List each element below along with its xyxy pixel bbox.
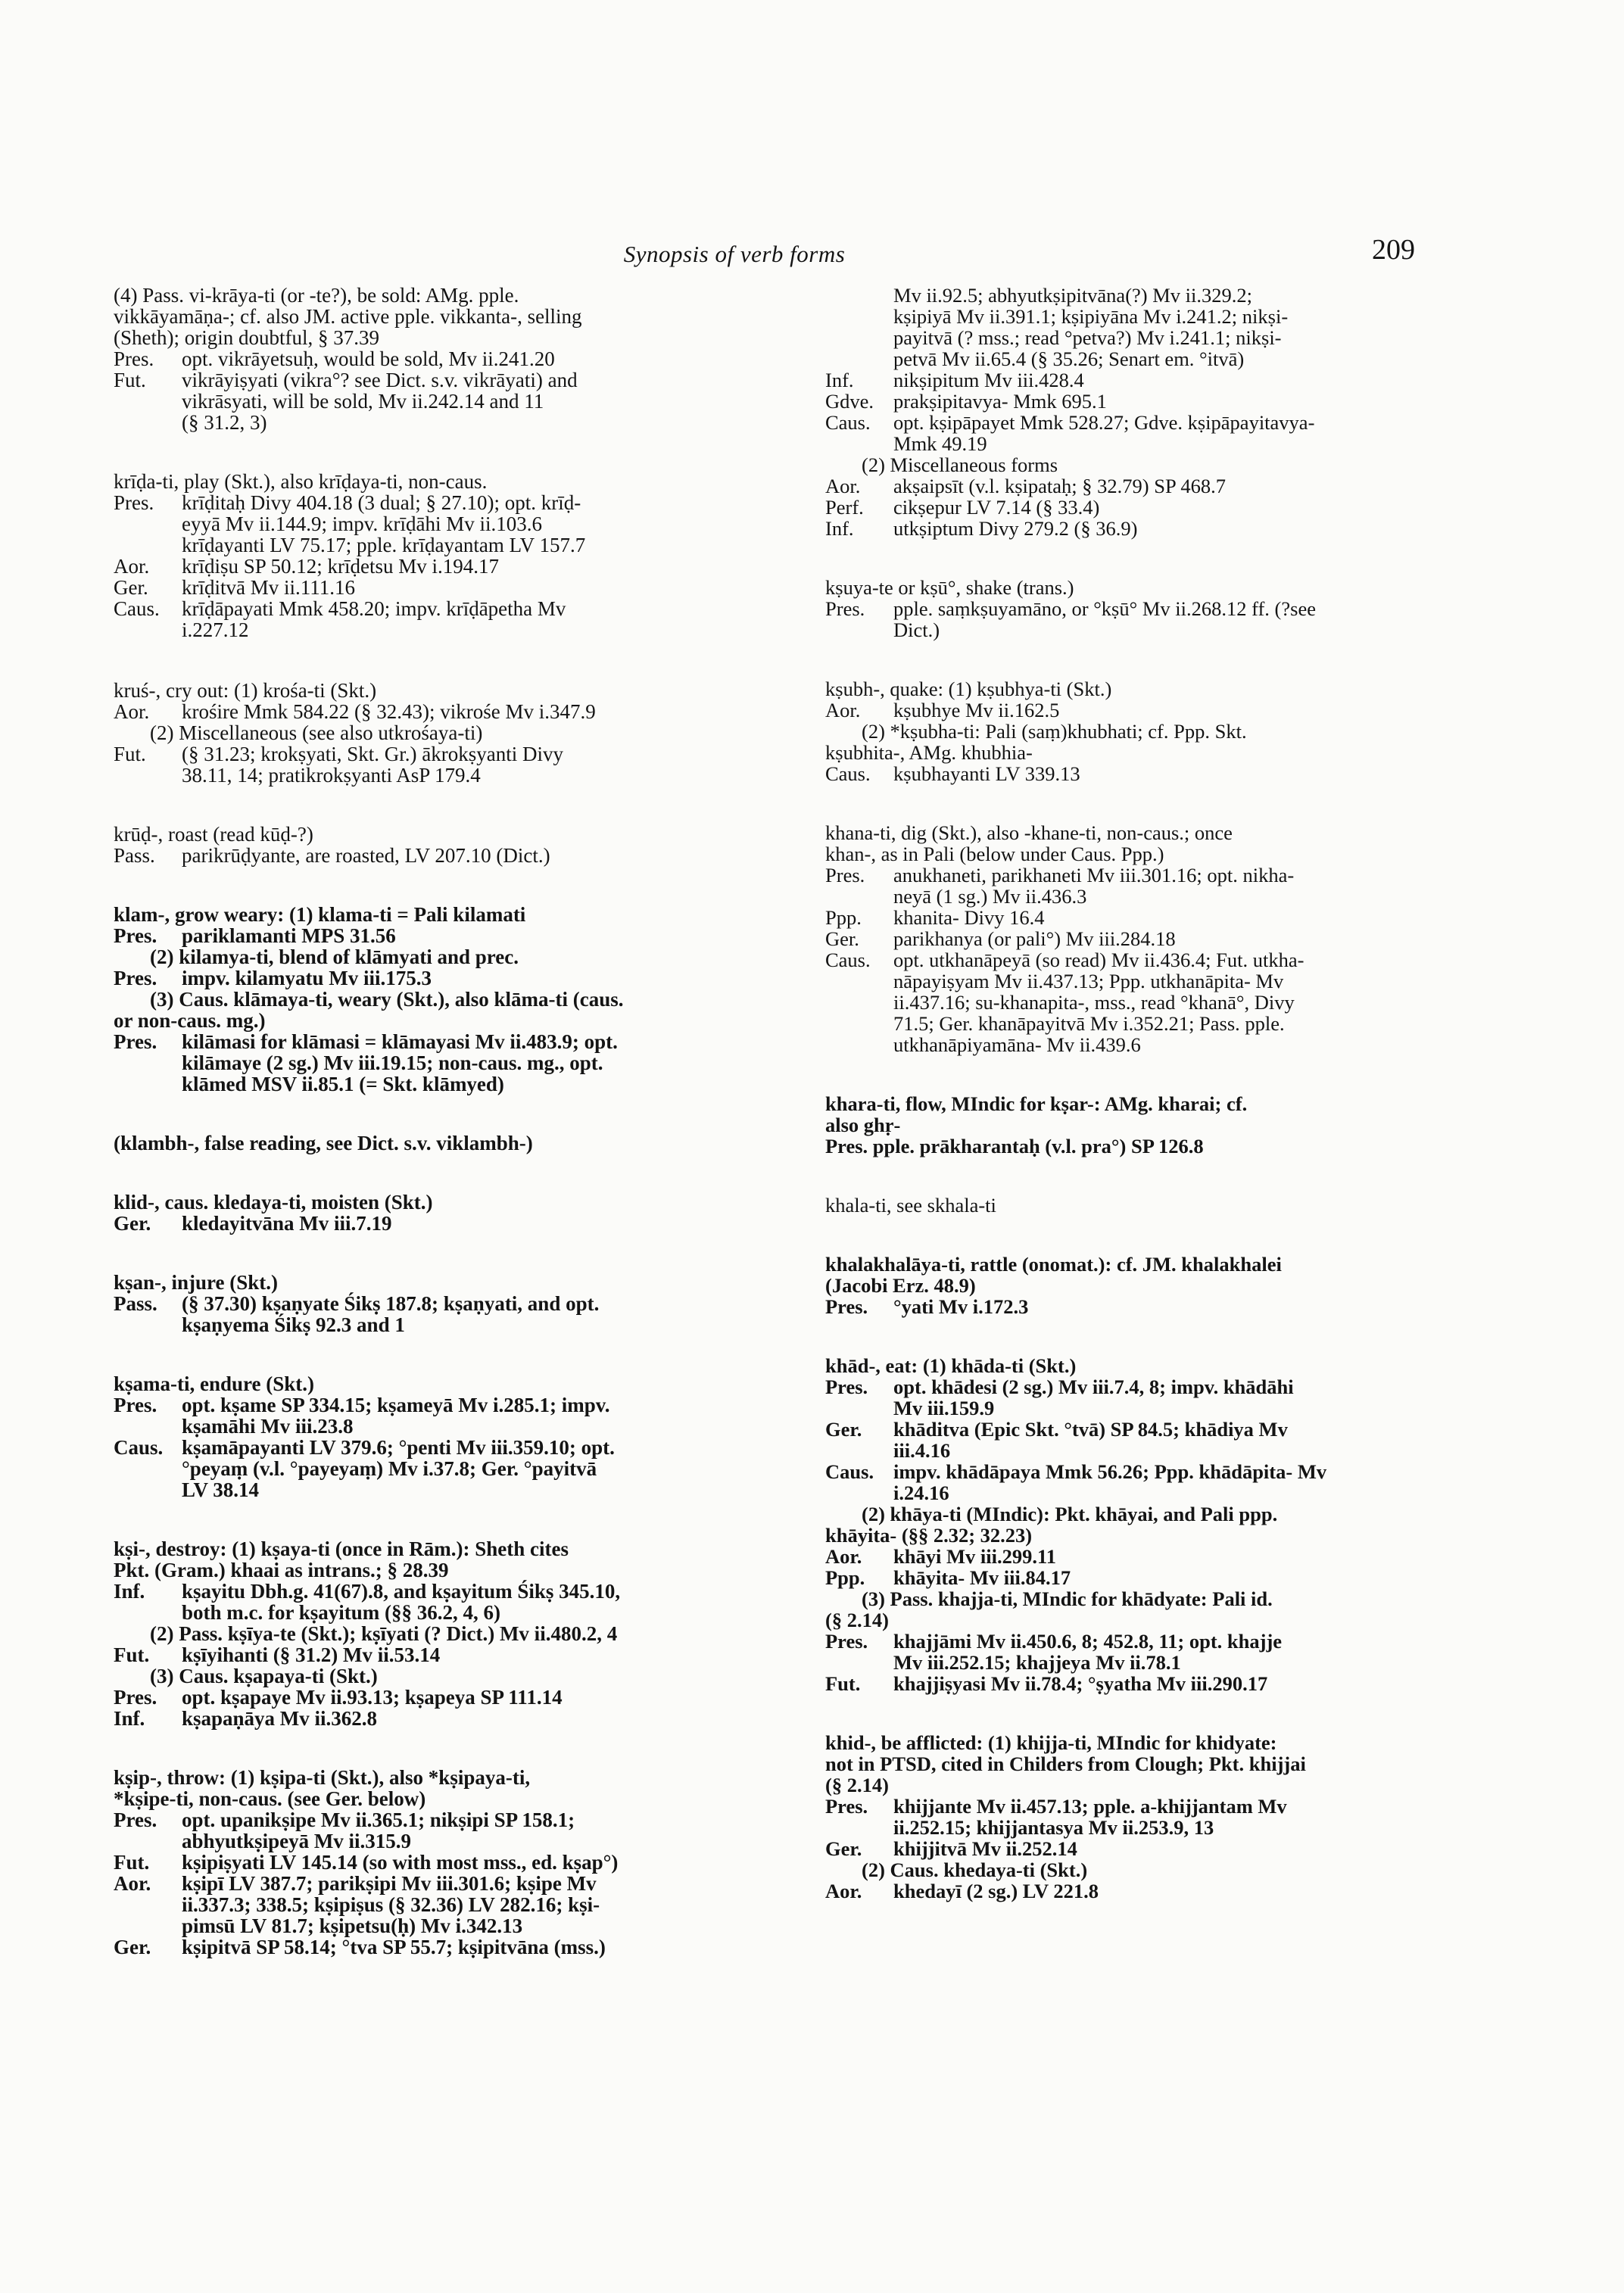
entry-text: kṣipiyā Mv ii.391.1; kṣipiyāna Mv i.241.2; nikṣi-: [893, 305, 1289, 328]
entry-line: [114, 946, 795, 967]
entry-line: [114, 1394, 795, 1416]
entry-line: [114, 1581, 795, 1602]
form-label: Fut.: [114, 369, 146, 391]
entry-line: [114, 1052, 795, 1073]
entry-text: krośire Mmk 584.22 (§ 32.43); vikrośe Mv i.347.9: [182, 700, 596, 723]
entry-text: (klambh-, false reading, see Dict. s.v. viklambh-): [114, 1132, 533, 1154]
entry-text: krīḍitvā Mv ii.111.16: [182, 576, 355, 599]
entry-line: [825, 1588, 1529, 1609]
entry-line: [114, 577, 795, 598]
form-label: Pres.: [114, 1809, 157, 1831]
entry-line: [114, 1915, 795, 1936]
entry-text: (3) Pass. khajja-ti, MIndic for khādyate: Pali id.: [862, 1587, 1273, 1610]
entry-line: [114, 1602, 795, 1623]
entry-line: [825, 1296, 1529, 1317]
entry-line: [114, 845, 795, 866]
form-label: Ger.: [114, 576, 148, 599]
entry-text: khijjante Mv ii.457.13; pple. a-khijjantam Mv: [893, 1795, 1287, 1818]
entry-line: [114, 1708, 795, 1729]
entry-text: pariklamanti MPS 31.56: [182, 924, 396, 947]
entry-line: [825, 475, 1529, 497]
entry-text: kṣuya-te or kṣū°, shake (trans.): [825, 576, 1074, 599]
form-label: Pres.: [825, 864, 865, 886]
entry-text: impv. kilamyatu Mv iii.175.3: [182, 967, 432, 989]
entry-line: [114, 701, 795, 722]
entry-line: [114, 1314, 795, 1335]
entry-line: [114, 1623, 795, 1644]
entry-text: Mv iii.252.15; khajjeya Mv ii.78.1: [893, 1651, 1181, 1674]
entry-text: kṣayitu Dbh.g. 41(67).8, and kṣayitum Śikṣ 345.10,: [182, 1580, 621, 1603]
entry-line: [825, 1774, 1529, 1796]
form-label: Pres.: [114, 1686, 157, 1709]
form-label: Ppp.: [825, 906, 862, 929]
form-label: Perf.: [825, 496, 864, 519]
entry-line: [825, 763, 1529, 784]
entry-text: opt. vikrāyetsuḥ, would be sold, Mv ii.241.20: [182, 347, 555, 370]
entry-text: khijjitvā Mv ii.252.14: [893, 1837, 1077, 1860]
entry-text: khalakhalāya-ti, rattle (onomat.): cf. JM. khalakhalei: [825, 1253, 1282, 1276]
entry-line: [114, 327, 795, 348]
entry-line: [825, 1503, 1529, 1525]
entry-text: opt. kṣipāpayet Mmk 528.27; Gdve. kṣipāpayitavya-: [893, 411, 1315, 434]
form-label: Aor.: [114, 1872, 151, 1895]
entry-text: klid-, caus. kledaya-ti, moisten (Skt.): [114, 1191, 433, 1213]
entry-text: kṣubhita-, AMg. khubhia-: [825, 741, 1033, 764]
entry-line: [825, 391, 1529, 412]
form-label: Aor.: [114, 555, 150, 578]
entry-line: [114, 904, 795, 925]
entry-text: kṣipī LV 387.7; parikṣipi Mv iii.301.6; kṣipe Mv: [182, 1872, 597, 1895]
entry-line: [825, 1817, 1529, 1838]
entry-line: [114, 1213, 795, 1234]
entry-text: khid-, be afflicted: (1) khijja-ti, MIndic for khidyate:: [825, 1731, 1277, 1754]
entry-line: [114, 598, 795, 619]
entry-text: kṣama-ti, endure (Skt.): [114, 1372, 315, 1395]
entry-text: ii.252.15; khijjantasya Mv ii.253.9, 13: [893, 1816, 1214, 1839]
entry-text: °yati Mv i.172.3: [893, 1295, 1029, 1318]
entry-text: Mmk 49.19: [893, 432, 987, 455]
entry-line: [114, 1830, 795, 1852]
entry-text: (2) khāya-ti (MIndic): Pkt. khāyai, and Pali ppp.: [862, 1503, 1278, 1525]
entry-line: [825, 822, 1529, 843]
entry-text: kṣubh-, quake: (1) kṣubhya-ti (Skt.): [825, 678, 1112, 700]
entry-text: utkhanāpiyamāna- Mv ii.439.6: [893, 1033, 1141, 1056]
entry-line: [825, 928, 1529, 949]
entry-line: [825, 1859, 1529, 1880]
entry-line: [825, 1673, 1529, 1694]
entry-text: (2) kilamya-ti, blend of klāmyati and prec.: [150, 946, 519, 968]
entry-line: [825, 1034, 1529, 1055]
entry-text: kṣubhye Mv ii.162.5: [893, 699, 1060, 721]
entry-line: [114, 1644, 795, 1665]
entry-line: [825, 598, 1529, 619]
form-label: Gdve.: [825, 390, 874, 413]
entry-text: (§ 31.23; krokṣyati, Skt. Gr.) ākrokṣyanti Divy: [182, 743, 563, 765]
entry-text: parikrūḍyante, are roasted, LV 207.10 (Dict.): [182, 844, 550, 867]
entry-line: [114, 492, 795, 513]
entry-text: kilāmaye (2 sg.) Mv iii.19.15; non-caus. mg., opt.: [182, 1051, 603, 1074]
entry-text: kṣipitvā SP 58.14; °tva SP 55.7; kṣipitvāna (mss.): [182, 1936, 606, 1958]
entry-text: (2) Miscellaneous (see also utkrośaya-ti): [150, 721, 483, 744]
entry-text: krīḍiṣu SP 50.12; krīḍetsu Mv i.194.17: [182, 555, 500, 578]
entry-text: nāpayiṣyam Mv ii.437.13; Ppp. utkhanāpita- Mv: [893, 970, 1284, 992]
entry-line: [825, 992, 1529, 1013]
form-label: Pres.: [114, 491, 154, 514]
form-label: Inf.: [114, 1580, 145, 1603]
entry-text: or non-caus. mg.): [114, 1009, 266, 1032]
entry-line: [825, 285, 1529, 306]
entry-line: [825, 1136, 1529, 1157]
form-label: Fut.: [114, 1851, 150, 1874]
entry-line: [114, 1073, 795, 1095]
entry-text: khajjiṣyasi Mv ii.78.4; °ṣyatha Mv iii.290.17: [893, 1672, 1268, 1695]
entry-text: kṣipiṣyati LV 145.14 (so with most mss., ed. kṣap°): [182, 1851, 619, 1874]
form-label: Caus.: [825, 411, 871, 434]
entry-text: utkṣiptum Divy 279.2 (§ 36.9): [893, 517, 1138, 540]
form-label: Pass.: [114, 1292, 157, 1315]
entry-text: Pkt. (Gram.) khaai as intrans.; § 28.39: [114, 1559, 449, 1581]
entry-line: [114, 1894, 795, 1915]
form-label: Caus.: [825, 949, 871, 971]
form-label: Pres.: [825, 1375, 868, 1398]
entry-text: kṣapaṇāya Mv ii.362.8: [182, 1707, 378, 1730]
entry-text: ii.337.3; 338.5; kṣipiṣus (§ 32.36) LV 282.16; kṣi-: [182, 1893, 600, 1916]
form-label: Aor.: [114, 700, 150, 723]
entry-line: [114, 348, 795, 369]
entry-line: [114, 1936, 795, 1958]
entry-line: [825, 1440, 1529, 1461]
entry-text: 71.5; Ger. khanāpayitvā Mv i.352.21; Pass. pple.: [893, 1012, 1285, 1035]
entry-line: [825, 970, 1529, 992]
entry-line: [114, 1373, 795, 1394]
entry-line: [825, 1013, 1529, 1034]
entry-line: [114, 1559, 795, 1581]
entry-text: impv. khādāpaya Mmk 56.26; Ppp. khādāpita- Mv: [893, 1460, 1327, 1483]
form-label: Pres.: [825, 1795, 868, 1818]
entry-text: (Sheth); origin doubtful, § 37.39: [114, 326, 379, 349]
entry-line: [825, 1753, 1529, 1774]
entry-text: kṣi-, destroy: (1) kṣaya-ti (once in Rām.): Sheth cites: [114, 1537, 569, 1560]
entry-line: [114, 1767, 795, 1788]
entry-text: opt. utkhanāpeyā (so read) Mv ii.436.4; Fut. utkha-: [893, 949, 1304, 971]
form-label: Pres.: [114, 347, 154, 370]
form-label: Ger.: [114, 1212, 151, 1235]
entry-text: khāyita- (§§ 2.32; 32.23): [825, 1524, 1033, 1547]
entry-line: [114, 1458, 795, 1479]
entry-text: 38.11, 14; pratikrokṣyanti AsP 179.4: [182, 764, 481, 787]
entry-text: kṣaṇyema Śikṣ 92.3 and 1: [182, 1313, 405, 1336]
form-label: Pres.: [825, 1295, 868, 1318]
entry-text: also ghṛ-: [825, 1114, 901, 1136]
entry-line: [114, 1132, 795, 1154]
entry-text: parikhanya (or pali°) Mv iii.284.18: [893, 927, 1176, 950]
form-label: Aor.: [825, 1880, 862, 1902]
entry-line: [825, 1397, 1529, 1419]
entry-line: [114, 824, 795, 845]
entry-text: iii.4.16: [893, 1439, 951, 1462]
entry-line: [114, 765, 795, 786]
entry-text: pple. saṃkṣuyamāno, or °kṣū° Mv ii.268.12 ff. (?see: [893, 597, 1316, 620]
entry-text: both m.c. for kṣayitum (§§ 36.2, 4, 6): [182, 1601, 500, 1624]
entry-line: [114, 412, 795, 433]
form-label: Pres.: [114, 967, 157, 989]
entry-line: [825, 1461, 1529, 1482]
entry-line: [825, 907, 1529, 928]
form-label: Aor.: [825, 475, 861, 497]
entry-text: (2) Pass. kṣīya-te (Skt.); kṣīyati (? Dict.) Mv ii.480.2, 4: [150, 1622, 618, 1645]
entry-line: [825, 518, 1529, 539]
form-label: Ger.: [825, 927, 859, 950]
entry-line: [114, 1852, 795, 1873]
entry-text: not in PTSD, cited in Childers from Clough; Pkt. khijjai: [825, 1752, 1306, 1775]
entry-text: Dict.): [893, 618, 940, 641]
entry-line: [825, 843, 1529, 865]
entry-line: [114, 1788, 795, 1809]
entry-line: [114, 1192, 795, 1213]
entry-text: khara-ti, flow, MIndic for kṣar-: AMg. kharai; cf.: [825, 1092, 1248, 1115]
entry-text: i.227.12: [182, 618, 249, 641]
entry-line: [825, 306, 1529, 327]
entry-text: (§ 2.14): [825, 1774, 889, 1796]
form-label: Inf.: [825, 517, 854, 540]
entry-text: khāyita- Mv iii.84.17: [893, 1566, 1071, 1589]
entry-line: [825, 1631, 1529, 1652]
entry-text: cikṣepur LV 7.14 (§ 33.4): [893, 496, 1100, 519]
entry-text: kṣamāpayanti LV 379.6; °penti Mv iii.359.10; opt.: [182, 1436, 615, 1459]
entry-line: [825, 1880, 1529, 1902]
entry-line: [825, 1609, 1529, 1631]
entry-text: neyā (1 sg.) Mv ii.436.3: [893, 885, 1087, 908]
entry-text: krīḍitaḥ Divy 404.18 (3 dual; § 27.10); opt. krīḍ-: [182, 491, 581, 514]
entry-text: (4) Pass. vi-krāya-ti (or -te?), be sold: AMg. pple.: [114, 284, 519, 307]
entry-text: krūḍ-, roast (read kūḍ-?): [114, 823, 313, 846]
entry-text: khan-, as in Pali (below under Caus. Ppp.): [825, 843, 1164, 865]
entry-text: kṣip-, throw: (1) kṣipa-ti (Skt.), also *kṣipaya-ti,: [114, 1766, 531, 1789]
form-label: Fut.: [825, 1672, 861, 1695]
entry-line: [825, 497, 1529, 518]
entry-text: petvā Mv ii.65.4 (§ 35.26; Senart em. °itvā): [893, 347, 1245, 370]
entry-line: [825, 369, 1529, 391]
entry-line: [825, 1525, 1529, 1546]
entry-text: (3) Caus. klāmaya-ti, weary (Skt.), also klāma-ti (caus.: [150, 988, 624, 1011]
entry-text: (§ 2.14): [825, 1609, 889, 1631]
entry-line: [114, 619, 795, 640]
entry-text: *kṣipe-ti, non-caus. (see Ger. below): [114, 1787, 426, 1810]
entry-line: [825, 454, 1529, 475]
form-label: Aor.: [825, 699, 861, 721]
page-number: 209: [1372, 234, 1415, 266]
entry-text: nikṣipitum Mv iii.428.4: [893, 369, 1084, 391]
entry-line: [825, 348, 1529, 369]
entry-line: [114, 285, 795, 306]
entry-line: [825, 1093, 1529, 1114]
entry-line: [114, 1293, 795, 1314]
entry-line: [114, 391, 795, 412]
entry-line: [114, 1809, 795, 1830]
entry-text: °peyaṃ (v.l. °payeyaṃ) Mv i.37.8; Ger. °payitvā: [182, 1457, 597, 1480]
form-label: Ger.: [825, 1418, 862, 1441]
entry-line: [825, 1546, 1529, 1567]
form-label: Pass.: [114, 844, 155, 867]
entry-text: kruś-, cry out: (1) krośa-ti (Skt.): [114, 679, 377, 702]
entry-line: [114, 680, 795, 701]
entry-text: opt. upanikṣipe Mv ii.365.1; nikṣipi SP 158.1;: [182, 1809, 575, 1831]
entry-text: pimsū LV 81.7; kṣipetsu(ḥ) Mv i.342.13: [182, 1914, 523, 1937]
entry-text: vikrāsyati, will be sold, Mv ii.242.14 and 11: [182, 390, 544, 413]
entry-line: [825, 1652, 1529, 1673]
entry-line: [825, 1838, 1529, 1859]
entry-text: opt. kṣapaye Mv ii.93.13; kṣapeya SP 111.14: [182, 1686, 563, 1709]
form-label: Caus.: [114, 597, 160, 620]
entry-line: [114, 1010, 795, 1031]
entry-line: [825, 1355, 1529, 1376]
form-label: Ppp.: [825, 1566, 865, 1589]
entry-line: [825, 1796, 1529, 1817]
entry-text: Pres. pple. prākharantaḥ (v.l. pra°) SP 126.8: [825, 1135, 1204, 1157]
entry-text: vikkāyamāṇa-; cf. also JM. active pple. vikkanta-, selling: [114, 305, 582, 328]
form-label: Pres.: [825, 597, 865, 620]
entry-text: krīḍayanti LV 75.17; pple. krīḍayantam LV 157.7: [182, 534, 586, 556]
entry-line: [114, 534, 795, 556]
entry-line: [825, 412, 1529, 433]
entry-text: vikrāyiṣyati (vikra°? see Dict. s.v. vikrāyati) and: [182, 369, 578, 391]
entry-line: [114, 1272, 795, 1293]
entry-text: (§ 31.2, 3): [182, 411, 267, 434]
entry-line: [114, 1873, 795, 1894]
entry-text: (2) Miscellaneous forms: [862, 453, 1058, 476]
entry-text: anukhaneti, parikhaneti Mv iii.301.16; opt. nikha-: [893, 864, 1295, 886]
entry-line: [825, 1567, 1529, 1588]
entry-line: [825, 1732, 1529, 1753]
entry-text: klāmed MSV ii.85.1 (= Skt. klāmyed): [182, 1073, 504, 1095]
entry-text: khana-ti, dig (Skt.), also -khane-ti, non-caus.; once: [825, 821, 1233, 844]
entry-text: khala-ti, see skhala-ti: [825, 1194, 996, 1217]
entry-line: [825, 678, 1529, 699]
entry-line: [825, 1419, 1529, 1440]
entry-text: (Jacobi Erz. 48.9): [825, 1274, 976, 1297]
form-label: Inf.: [114, 1707, 145, 1730]
entry-line: [114, 722, 795, 743]
entry-line: [825, 1275, 1529, 1296]
entry-line: [825, 327, 1529, 348]
entry-text: krīḍāpayati Mmk 458.20; impv. krīḍāpetha Mv: [182, 597, 566, 620]
entry-text: khanita- Divy 16.4: [893, 906, 1045, 929]
entry-line: [825, 577, 1529, 598]
entry-line: [825, 1254, 1529, 1275]
entry-line: [114, 513, 795, 534]
entry-text: kṣubhayanti LV 339.13: [893, 762, 1080, 785]
entry-line: [825, 949, 1529, 970]
entry-text: (2) *kṣubha-ti: Pali (saṃ)khubhati; cf. Ppp. Skt.: [862, 720, 1247, 743]
running-head: Synopsis of verb forms: [623, 241, 846, 267]
entry-line: [825, 1195, 1529, 1216]
entry-text: khād-, eat: (1) khāda-ti (Skt.): [825, 1354, 1077, 1377]
entry-line: [825, 886, 1529, 907]
entry-line: [114, 1437, 795, 1458]
entry-text: i.24.16: [893, 1481, 949, 1504]
entry-line: [114, 471, 795, 492]
entry-text: Mv ii.92.5; abhyutkṣipitvāna(?) Mv ii.329.2;: [893, 284, 1253, 307]
entry-text: khāditva (Epic Skt. °tvā) SP 84.5; khādiya Mv: [893, 1418, 1288, 1441]
entry-line: [114, 1031, 795, 1052]
entry-line: [114, 743, 795, 765]
form-label: Pres.: [825, 1630, 868, 1653]
entry-line: [825, 1114, 1529, 1136]
entry-line: [825, 619, 1529, 640]
entry-text: (§ 37.30) kṣaṇyate Śikṣ 187.8; kṣaṇyati, and opt.: [182, 1292, 600, 1315]
entry-line: [114, 989, 795, 1010]
form-label: Fut.: [114, 743, 146, 765]
entry-text: kṣīyihanti (§ 31.2) Mv ii.53.14: [182, 1643, 441, 1666]
entry-line: [825, 721, 1529, 742]
entry-text: eyyā Mv ii.144.9; impv. krīḍāhi Mv ii.103.6: [182, 512, 542, 535]
form-label: Caus.: [114, 1436, 164, 1459]
entry-line: [825, 742, 1529, 763]
entry-text: abhyutkṣipeyā Mv ii.315.9: [182, 1830, 412, 1852]
entry-line: [114, 1687, 795, 1708]
form-label: Fut.: [114, 1643, 150, 1666]
entry-text: opt. kṣame SP 334.15; kṣameyā Mv i.285.1; impv.: [182, 1394, 610, 1416]
form-label: Inf.: [825, 369, 854, 391]
entry-text: (2) Caus. khedaya-ti (Skt.): [862, 1858, 1088, 1881]
entry-text: khedayī (2 sg.) LV 221.8: [893, 1880, 1099, 1902]
entry-line: [114, 556, 795, 577]
form-label: Pres.: [114, 1394, 157, 1416]
entry-line: [825, 433, 1529, 454]
form-label: Caus.: [825, 1460, 874, 1483]
entry-text: kṣamāhi Mv iii.23.8: [182, 1415, 354, 1438]
entry-line: [114, 1479, 795, 1500]
entry-line: [114, 1538, 795, 1559]
entry-line: [825, 699, 1529, 721]
entry-text: akṣaipsīt (v.l. kṣipataḥ; § 32.79) SP 468.7: [893, 475, 1226, 497]
entry-text: klam-, grow weary: (1) klama-ti = Pali kilamati: [114, 903, 526, 926]
form-label: Ger.: [114, 1936, 151, 1958]
entry-text: payitvā (? mss.; read °petva?) Mv i.241.1; nikṣi-: [893, 326, 1282, 349]
form-label: Aor.: [825, 1545, 862, 1568]
entry-text: Mv iii.159.9: [893, 1397, 995, 1419]
entry-line: [114, 925, 795, 946]
entry-line: [114, 306, 795, 327]
form-label: Caus.: [825, 762, 871, 785]
entry-text: krīḍa-ti, play (Skt.), also krīḍaya-ti, non-caus.: [114, 470, 488, 493]
entry-text: (3) Caus. kṣapaya-ti (Skt.): [150, 1665, 378, 1687]
form-label: Pres.: [114, 1030, 157, 1053]
entry-text: opt. khādesi (2 sg.) Mv iii.7.4, 8; impv. khādāhi: [893, 1375, 1294, 1398]
entry-line: [825, 865, 1529, 886]
entry-text: ii.437.16; su-khanapita-, mss., read °khanā°, Divy: [893, 991, 1295, 1014]
entry-line: [114, 1665, 795, 1687]
entry-line: [114, 369, 795, 391]
entry-text: kledayitvāna Mv iii.7.19: [182, 1212, 392, 1235]
entry-text: kṣan-, injure (Skt.): [114, 1271, 279, 1294]
entry-text: kilāmasi for klāmasi = klāmayasi Mv ii.483.9; opt.: [182, 1030, 618, 1053]
entry-text: LV 38.14: [182, 1478, 260, 1501]
form-label: Pres.: [114, 924, 157, 947]
form-label: Ger.: [825, 1837, 862, 1860]
entry-line: [825, 1482, 1529, 1503]
entry-text: khajjāmi Mv ii.450.6, 8; 452.8, 11; opt. khajje: [893, 1630, 1283, 1653]
entry-line: [114, 967, 795, 989]
entry-line: [825, 1376, 1529, 1397]
entry-text: prakṣipitavya- Mmk 695.1: [893, 390, 1107, 413]
entry-text: khāyi Mv iii.299.11: [893, 1545, 1056, 1568]
entry-line: [114, 1416, 795, 1437]
